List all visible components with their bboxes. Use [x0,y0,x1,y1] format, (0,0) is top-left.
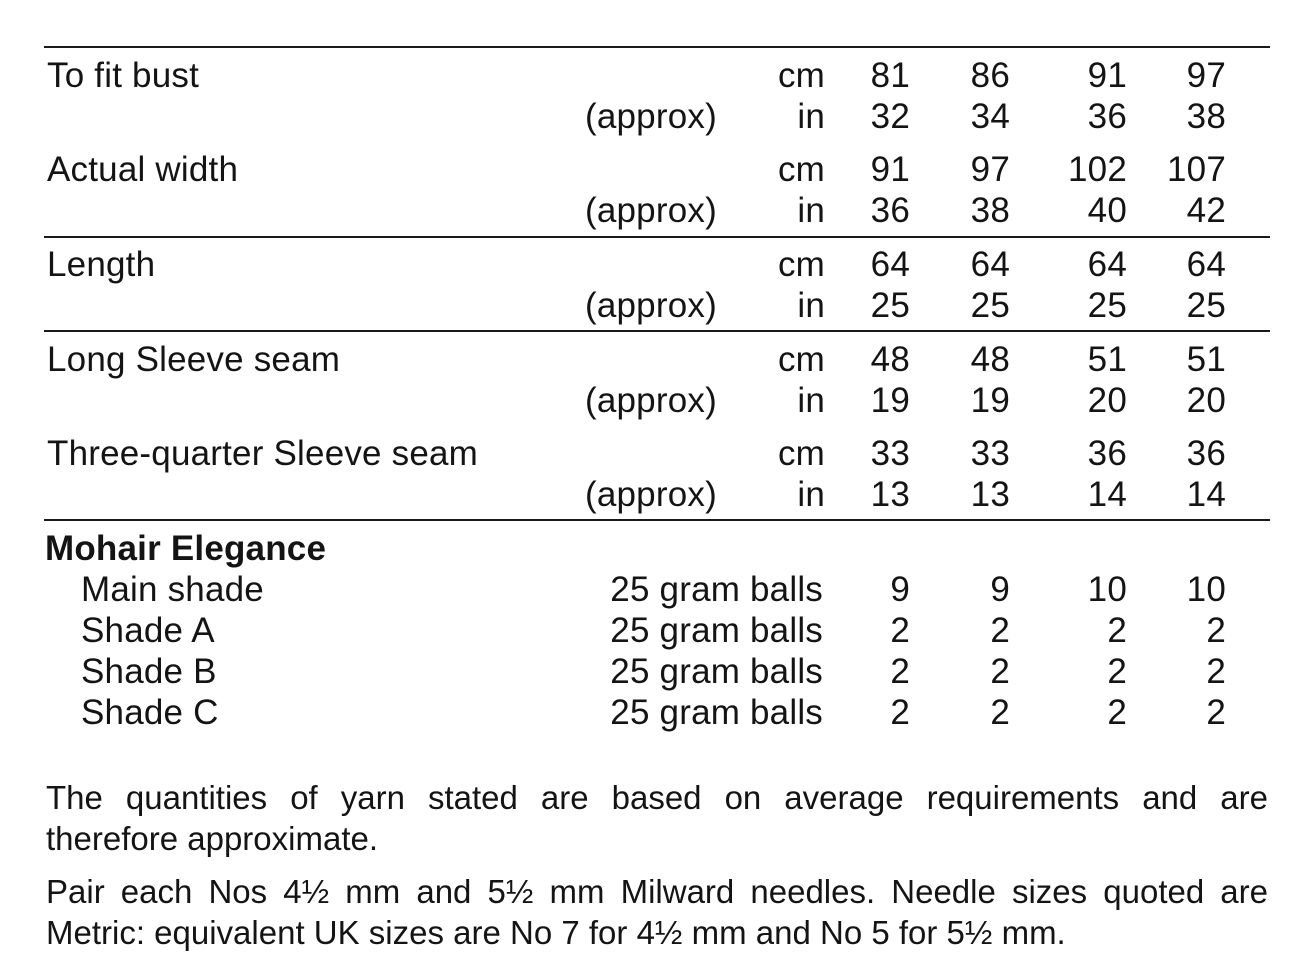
shade-label: Main shade [81,570,264,609]
approx-note: (approx) [585,97,717,136]
value-cell: 25 [1186,286,1226,325]
unit-cm: cm [777,434,825,473]
value-cell: 36 [1087,434,1127,473]
yarn-title: Mohair Elegance [45,529,327,568]
shade-label: Shade C [81,693,219,732]
measurement-label: Long Sleeve seam [47,340,341,379]
value-cell: 48 [970,340,1010,379]
value-cell: 19 [870,381,910,420]
value-cell: 10 [1087,570,1127,609]
value-cell: 91 [870,150,910,189]
ball-unit: 25 gram balls [610,611,823,650]
yarn-divider [44,519,1270,521]
value-cell: 14 [1087,475,1127,514]
table-top-rule [44,46,1270,48]
value-cell: 33 [970,434,1010,473]
note-line: therefore approximate. [46,820,379,857]
value-cell: 9 [990,570,1010,609]
unit-in: in [797,475,825,514]
value-cell: 2 [1206,611,1226,650]
measurement-label: Length [47,245,156,284]
unit-in: in [797,191,825,230]
note-line: Pair each Nos 4½ mm and 5½ mm Milward needles. Needle sizes quoted are [46,873,1268,910]
value-cell: 10 [1186,570,1226,609]
measurement-label: Three-quarter Sleeve seam [47,434,479,473]
value-cell: 38 [970,191,1010,230]
value-cell: 107 [1167,150,1226,189]
value-cell: 2 [890,693,910,732]
shade-label: Shade B [81,652,217,691]
value-cell: 34 [970,97,1010,136]
value-cell: 64 [870,245,910,284]
value-cell: 20 [1186,381,1226,420]
value-cell: 64 [970,245,1010,284]
value-cell: 97 [970,150,1010,189]
value-cell: 102 [1068,150,1127,189]
value-cell: 2 [1206,693,1226,732]
value-cell: 2 [1107,693,1127,732]
value-cell: 64 [1186,245,1226,284]
value-cell: 25 [1087,286,1127,325]
value-cell: 42 [1186,191,1226,230]
value-cell: 2 [990,611,1010,650]
value-cell: 64 [1087,245,1127,284]
value-cell: 91 [1087,56,1127,95]
value-cell: 32 [870,97,910,136]
value-cell: 86 [970,56,1010,95]
value-cell: 51 [1186,340,1226,379]
value-cell: 40 [1087,191,1127,230]
row-divider [44,330,1270,332]
unit-in: in [797,381,825,420]
value-cell: 2 [1107,611,1127,650]
value-cell: 97 [1186,56,1226,95]
value-cell: 48 [870,340,910,379]
measurement-label: Actual width [47,150,239,189]
unit-in: in [797,97,825,136]
approx-note: (approx) [585,381,717,420]
note-line: Metric: equivalent UK sizes are No 7 for 4½ mm and No 5 for 5½ mm. [46,914,1066,951]
value-cell: 51 [1087,340,1127,379]
quantities-note [46,777,1268,859]
value-cell: 33 [870,434,910,473]
value-cell: 14 [1186,475,1226,514]
approx-note: (approx) [585,191,717,230]
note-line: The quantities of yarn stated are based on average requirements and are [46,779,1268,816]
value-cell: 2 [890,652,910,691]
value-cell: 2 [890,611,910,650]
value-cell: 36 [1087,97,1127,136]
approx-note: (approx) [585,286,717,325]
measurement-label: To fit bust [47,56,199,95]
unit-in: in [797,286,825,325]
unit-cm: cm [777,245,825,284]
value-cell: 25 [870,286,910,325]
value-cell: 81 [870,56,910,95]
value-cell: 2 [990,693,1010,732]
needles-note [46,871,1268,953]
value-cell: 2 [1107,652,1127,691]
value-cell: 38 [1186,97,1226,136]
unit-cm: cm [777,150,825,189]
row-divider [44,236,1270,238]
shade-label: Shade A [81,611,215,650]
ball-unit: 25 gram balls [610,693,823,732]
value-cell: 9 [890,570,910,609]
approx-note: (approx) [585,475,717,514]
value-cell: 2 [1206,652,1226,691]
value-cell: 36 [1186,434,1226,473]
unit-cm: cm [777,340,825,379]
value-cell: 13 [870,475,910,514]
value-cell: 20 [1087,381,1127,420]
value-cell: 36 [870,191,910,230]
ball-unit: 25 gram balls [610,652,823,691]
value-cell: 13 [970,475,1010,514]
unit-cm: cm [777,56,825,95]
ball-unit: 25 gram balls [610,570,823,609]
value-cell: 19 [970,381,1010,420]
value-cell: 2 [990,652,1010,691]
value-cell: 25 [970,286,1010,325]
